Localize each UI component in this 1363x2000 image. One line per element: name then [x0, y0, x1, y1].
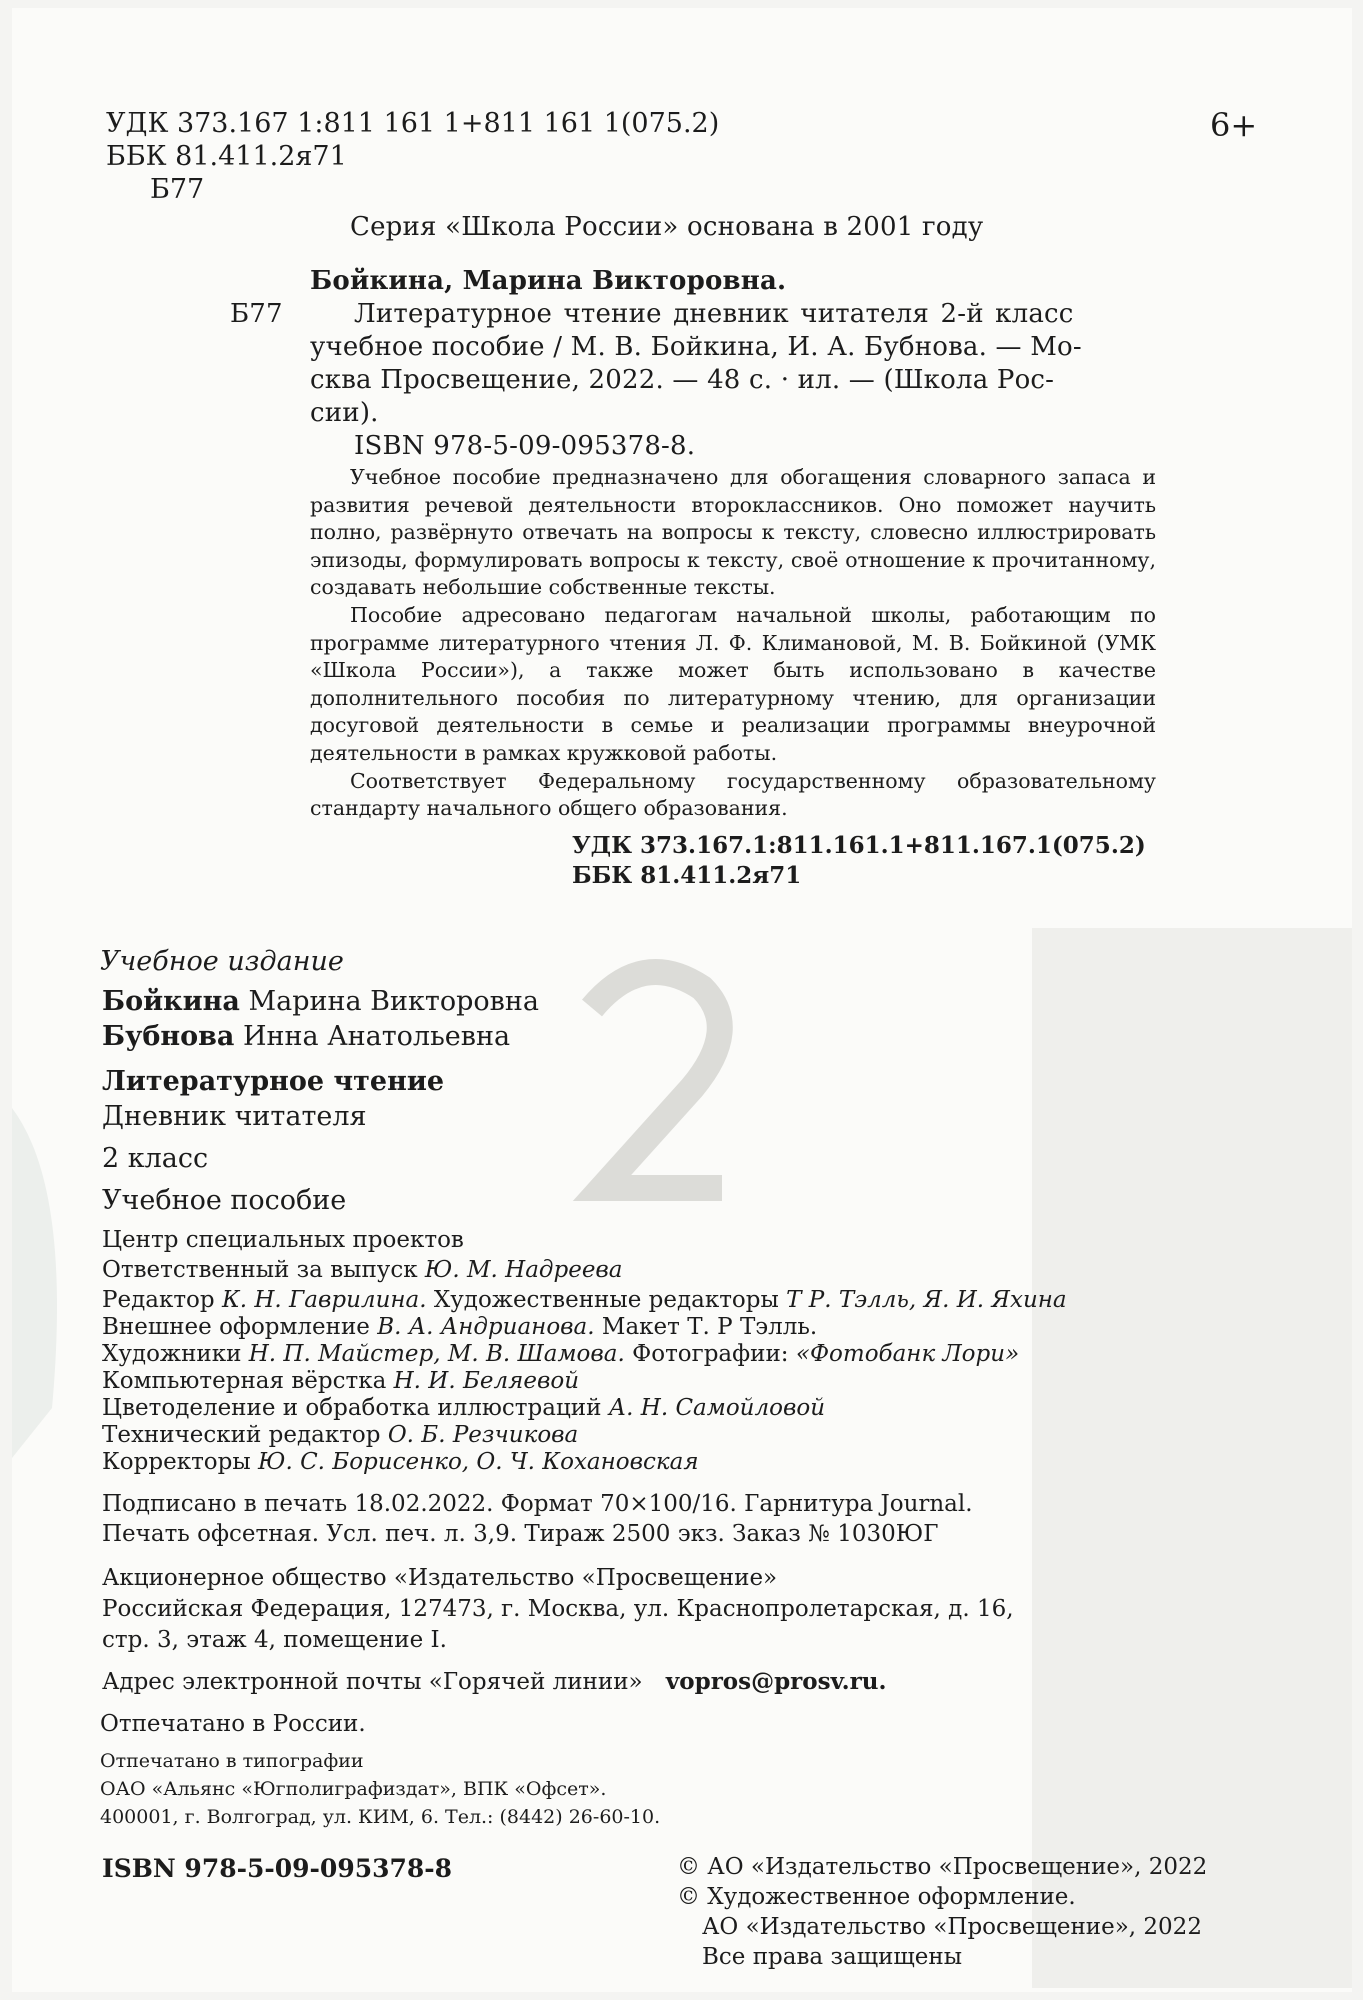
copyright-line: АО «Издательство «Просвещение», 2022: [702, 1914, 1202, 1940]
publisher-address: стр. 3, этаж 4, помещение I.: [102, 1627, 447, 1653]
udk-footer: УДК 373.167.1:811.161.1+811.167.1(075.2): [572, 832, 1146, 859]
author-1-name: Марина Викторовна: [248, 986, 539, 1017]
credit-label: Художественные редакторы: [433, 1287, 779, 1313]
rights-line: Все права защищены: [702, 1944, 963, 1970]
editors-line: [102, 1287, 1067, 1313]
author-2: [102, 1021, 510, 1052]
credit-label: Художники: [102, 1341, 242, 1367]
series-note: Серия «Школа России» основана в 2001 году: [350, 212, 984, 242]
author-1: [102, 986, 539, 1017]
author-2-name: Инна Анатольевна: [242, 1021, 511, 1052]
credit-name: В. А. Андрианова.: [377, 1314, 595, 1340]
printer-address: 400001, г. Волгоград, ул. КИМ, 6. Тел.: (8442) 26-60-10.: [100, 1806, 661, 1828]
edition-type: Учебное издание: [100, 946, 344, 977]
copyright-line: © АО «Издательство «Просвещение», 2022: [677, 1854, 1208, 1880]
bibliographic-line: учебное пособие / М. В. Бойкина, И. А. Бубнова. — Мо-: [310, 332, 1082, 362]
email-label: Адрес электронной почты «Горячей линии»: [102, 1669, 643, 1695]
credit-name: Ю. С. Борисенко, О. Ч. Кохановская: [258, 1449, 699, 1475]
credit-name: Ю. М. Надреева: [424, 1257, 623, 1283]
author-mark: Б77: [150, 174, 205, 205]
design-line: [102, 1314, 817, 1340]
annotation-paragraph: Соответствует Федеральному государственному образовательному стандарту начального общего образования.: [310, 768, 1156, 821]
isbn-footer: ISBN 978-5-09-095378-8: [102, 1854, 453, 1883]
credit-label: Компьютерная вёрстка: [102, 1368, 387, 1394]
artists-line: [102, 1341, 1019, 1367]
credit-label: Корректоры: [102, 1449, 251, 1475]
bbk-footer: ББК 81.411.2я71: [572, 862, 802, 889]
center-line: Центр специальных проектов: [102, 1227, 464, 1253]
credit-name: О. Б. Резчикова: [387, 1422, 579, 1448]
tech-editor-line: [102, 1422, 578, 1448]
credit-name: Т Р. Тэлль, Я. И. Яхина: [786, 1287, 1067, 1313]
printer: ОАО «Альянс «Югполиграфиздат», ВПК «Офсет».: [100, 1778, 607, 1800]
typesetting-line: [102, 1368, 579, 1394]
print-line: Печать офсетная. Усл. печ. л. 3,9. Тираж 2500 экз. Заказ № 1030ЮГ: [102, 1521, 939, 1547]
bibliographic-isbn: ISBN 978-5-09-095378-8.: [354, 431, 696, 461]
publisher: Акционерное общество «Издательство «Просвещение»: [102, 1565, 778, 1591]
responsible-line: [102, 1257, 623, 1283]
credit-name: Макет Т. Р Тэлль.: [601, 1314, 818, 1340]
credit-name: А. Н. Самойловой: [608, 1395, 826, 1421]
credit-label: Фотографии:: [632, 1341, 789, 1367]
book-subtitle: Дневник читателя: [102, 1101, 367, 1132]
book-type: Учебное пособие: [102, 1185, 347, 1216]
age-rating: 6+: [1210, 106, 1258, 144]
author-1-surname: Бойкина: [102, 986, 240, 1017]
printed-at: Отпечатано в типографии: [100, 1750, 364, 1772]
credit-name: К. Н. Гаврилина.: [221, 1287, 427, 1313]
annotation-paragraph: Учебное пособие предназначено для обогащения словарного запаса и развития речевой деятельности второклассников. Оно поможет научить полно, развёрнуто отвечать на вопросы к тексту, словесно иллюстрировать эпизоды, формулировать вопросы к тексту, своё отношение к прочитанному, создавать небольшие собственные тексты.: [310, 465, 1156, 600]
credit-label: Технический редактор: [102, 1422, 381, 1448]
proofreaders-line: [102, 1449, 699, 1475]
credit-name: «Фотобанк Лори»: [795, 1341, 1020, 1367]
book-grade: 2 класс: [102, 1143, 209, 1174]
book-title: Литературное чтение: [102, 1066, 445, 1097]
credit-label: Внешнее оформление: [102, 1314, 370, 1340]
signed-line: Подписано в печать 18.02.2022. Формат 70×100/16. Гарнитура Journal.: [102, 1491, 973, 1517]
color-line: [102, 1395, 825, 1421]
annotation-paragraph: Пособие адресовано педагогам начальной школы, работающим по программе литературного чтения Л. Ф. Климановой, М. В. Бойкиной (УМК «Школа России»), а также может быть использовано в качестве дополнительного пособия по литературному чтению, для организации досуговой деятельности в семье и реализации программы внеурочной деятельности в рамках кружковой работы.: [310, 602, 1156, 765]
credit-label: Ответственный за выпуск: [102, 1257, 418, 1283]
author-2-surname: Бубнова: [102, 1021, 235, 1052]
publisher-address: Российская Федерация, 127473, г. Москва, ул. Краснопролетарская, д. 16,: [102, 1596, 1014, 1622]
author-heading: Бойкина, Марина Викторовна.: [310, 266, 787, 296]
bibliographic-line: Литературное чтение дневник читателя 2-й класс: [354, 299, 1074, 329]
email-address: vopros@prosv.ru.: [665, 1668, 887, 1695]
credit-label: Цветоделение и обработка иллюстраций: [102, 1395, 602, 1421]
bibliographic-line: сква Просвещение, 2022. — 48 с. · ил. — (Школа Рос-: [310, 365, 1055, 395]
credit-label: Редактор: [102, 1287, 215, 1313]
bbk-code: ББК 81.411.2я71: [106, 141, 347, 172]
imprint-page: [12, 8, 1352, 1992]
credit-name: Н. И. Беляевой: [393, 1368, 580, 1394]
credit-name: Н. П. Майстер, М. В. Шамова.: [248, 1341, 625, 1367]
email-line: [102, 1668, 887, 1695]
printed-in: Отпечатано в России.: [100, 1711, 366, 1737]
annotation: [310, 464, 1156, 823]
copyright-line: © Художественное оформление.: [677, 1884, 1076, 1910]
bibliographic-line: сии).: [310, 398, 379, 428]
bibliographic-code: Б77: [230, 299, 283, 329]
udk-code: УДК 373.167 1:811 161 1+811 161 1(075.2): [106, 108, 720, 139]
